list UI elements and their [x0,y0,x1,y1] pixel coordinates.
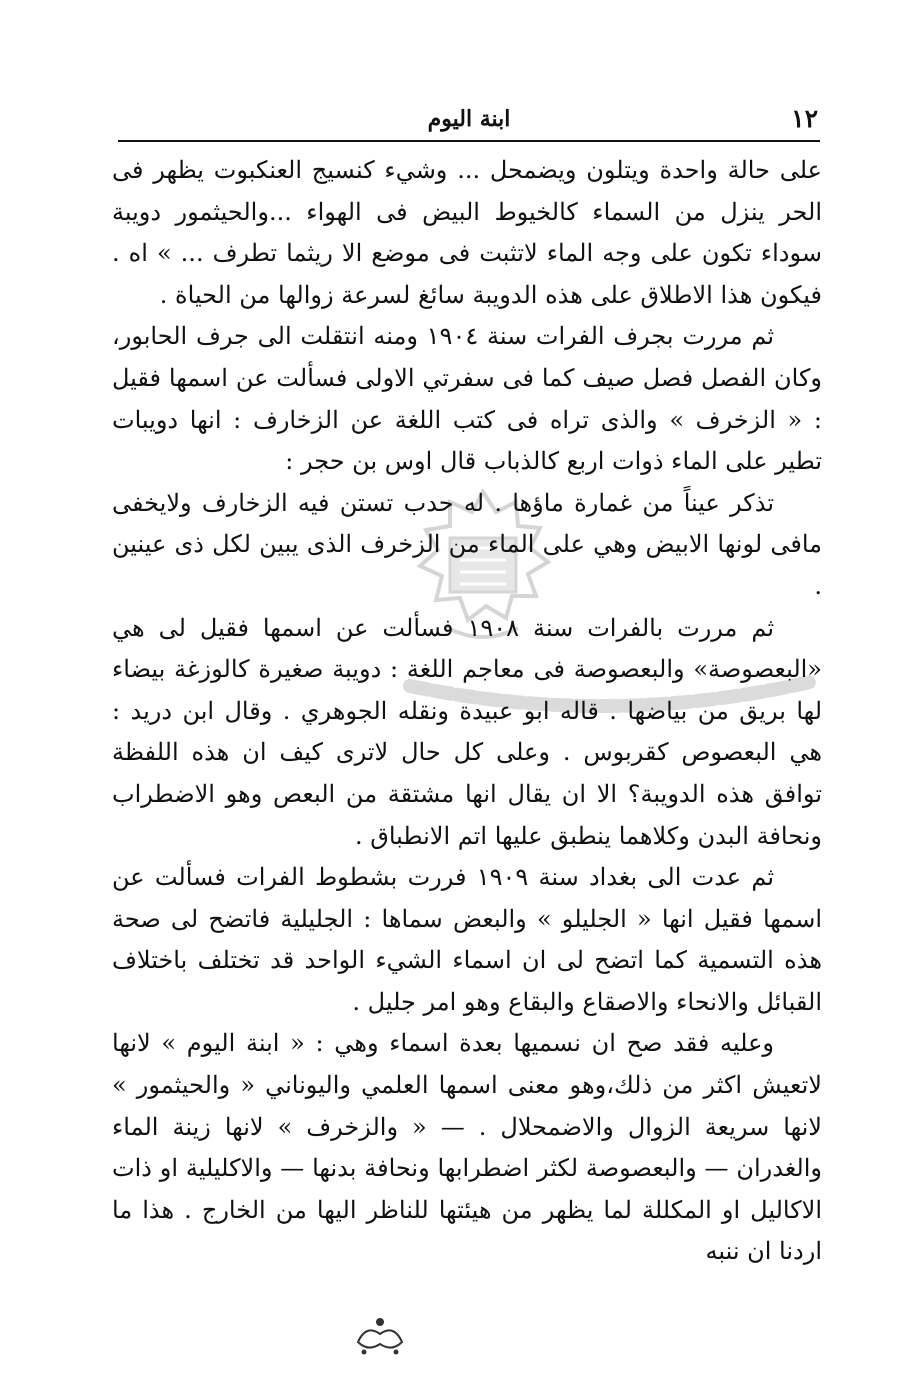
paragraph-5: ثم عدت الى بغداد سنة ١٩٠٩ فررت بشطوط الفرات فسألت عن اسمها فقيل انها « الجليلو » والبعض سماها : الجليلية فاتضح لى صحة هذه التسمية كما اتضح لى ان اسماء الشيء الواحد قد تختلف باختلاف القبائل والانحاء والاصقاع والبقاع وهو امر جليل . [112,863,822,1016]
page-number: ١٢ [791,104,818,133]
running-title: ابنة اليوم [427,106,511,132]
paragraph-3: تذكر عيناً من غمارة ماؤها . له حدب تستن فيه الزخارف ولايخفى مافى لونها الابيض وهي على الماء من الزخرف الذى يبين لكل ذى عينين . [112,488,822,600]
paragraph-4: ثم مررت بالفرات سنة ١٩٠٨ فسألت عن اسمها فقيل لى هي «البعصوصة» والبعصوصة فى معاجم اللغة : دويبة صغيرة كالوزغة بيضاء لها بريق من بياضها . قاله ابو عبيدة ونقله الجوهري . وقال ابن دريد : هي البعصوص كقربوس . وعلى كل حال لاترى كيف ان هذه اللفظة توافق هذه الدويبة؟ الا ان يقال انها مشتقة من البعص وهو الاضطراب ونحافة البدن وكلاهما ينطبق عليها اتم الانطباق . [112,613,823,850]
header-rule [118,140,820,142]
footer-ornament [352,1312,408,1360]
body-text [112,150,822,1300]
paragraph-2: ثم مررت بجرف الفرات سنة ١٩٠٤ ومنه انتقلت الى جرف الحابور، وكان الفصل فصل صيف كما فى سفرتي الاولى فسألت عن اسمها فقيل : « الزخرف » والذى تراه فى كتب اللغة عن الزخارف : انها دويبات تطير على الماء ذوات اربع كالذباب قال اوس بن حجر : [112,322,823,476]
paragraph-1: على حالة واحدة ويتلون ويضمحل ... وشيء كنسيج العنكبوت يظهر فى الحر ينزل من السماء كالخيوط البيض فى الهواء ...والحيثمور دويبة سوداء تكون على وجه الماء لاتثبت فى موضع الا ريثما تطرف ... » اه . فيكون هذا الاطلاق على هذه الدويبة سائغ لسرعة زوالها من الحياة . [112,156,822,309]
paragraph-6: وعليه فقد صح ان نسميها بعدة اسماء وهي : « ابنة اليوم » لانها لاتعيش اكثر من ذلك،وهو معنى اسمها العلمي واليوناني « والحيثمور » لانها سريعة الزوال والاضمحلال . — « والزخرف » لانها زينة الماء والغدران — والبعصوصة لكثر اضطرابها ونحافة بدنها — والاكليلية او ذات الاكاليل او المكللة لما يظهر من هيئتها للناظر اليها من الخارج . هذا ما اردنا ان ننبه [112,1029,822,1266]
page-header [120,104,818,136]
